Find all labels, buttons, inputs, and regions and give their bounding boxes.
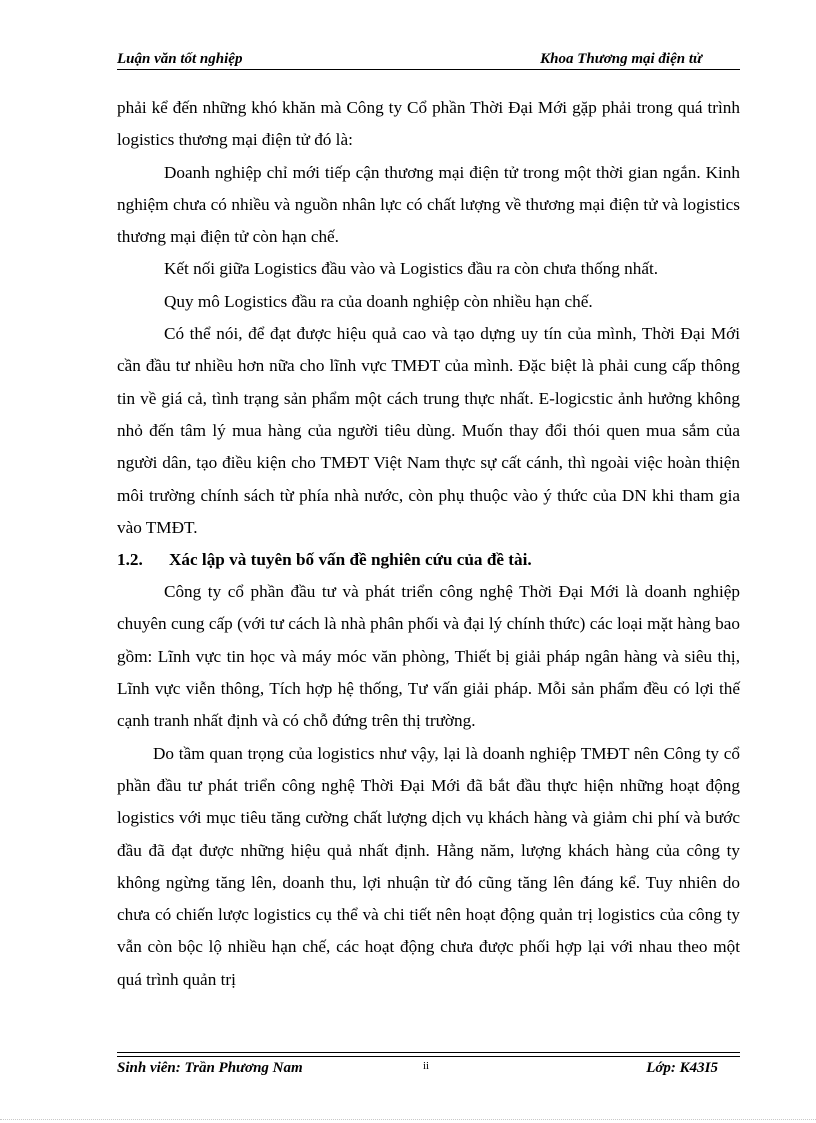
page-body: [117, 92, 740, 996]
section-title: Xác lập và tuyên bố vấn đề nghiên cứu của đề tài.: [169, 550, 532, 570]
footer-class-code: Lớp: K43I5: [646, 1060, 718, 1076]
section-number: 1.2.: [117, 550, 143, 570]
paragraph-difficulty-2: Kết nối giữa Logistics đầu vào và Logistics đầu ra còn chưa thống nhất.: [164, 259, 659, 279]
page-edge-divider: [0, 1119, 816, 1120]
page-number: ii: [423, 1060, 430, 1072]
paragraph-company-intro: Công ty cổ phần đầu tư và phát triển công nghệ Thời Đại Mới là doanh nghiệp chuyên cung cấp (với tư cách là nhà phân phối và đại lý chính thức) các loại mặt hàng bao gồm: Lĩnh vực tin học và máy móc văn phòng, Thiết bị giải pháp ngân hàng và siêu thị, Lĩnh vực viễn thông, Tích hợp hệ thống, Tư vấn giải pháp. Mỗi sản phẩm đều có lợi thế cạnh tranh nhất định và có chỗ đứng trên thị trường.: [117, 582, 740, 731]
paragraph-conclusion: Có thể nói, để đạt được hiệu quả cao và tạo dựng uy tín của mình, Thời Đại Mới cần đầu tư nhiều hơn nữa cho lĩnh vực TMĐT của mình. Đặc biệt là phải cung cấp thông tin về giá cả, tình trạng sản phẩm một cách trung thực nhất. E-logicstic ảnh hưởng không nhỏ đến tâm lý mua hàng của người tiêu dùng. Muốn thay đổi thói quen mua sắm của người dân, tạo điều kiện cho TMĐT Việt Nam thực sự cất cánh, thì ngoài việc hoàn thiện môi trường chính sách từ phía nhà nước, còn phụ thuộc vào ý thức của DN khi tham gia vào TMĐT.: [117, 324, 740, 537]
paragraph-logistics-problem: Do tầm quan trọng của logistics như vậy, lại là doanh nghiệp TMĐT nên Công ty cổ phần đầu tư phát triển công nghệ Thời Đại Mới đã bắt đầu thực hiện những hoạt động logistics với mục tiêu tăng cường chất lượng dịch vụ khách hàng và giảm chi phí và bước đầu đã đạt được những hiệu quả nhất định. Hằng năm, lượng khách hàng của công ty không ngừng tăng lên, doanh thu, lợi nhuận từ đó cũng tăng lên đáng kể. Tuy nhiên do chưa có chiến lược logistics cụ thể và chi tiết nên hoạt động quản trị logistics của công ty vẫn còn bộc lộ nhiều hạn chế, các hoạt động chưa được phối hợp lại với nhau theo một quá trình quản trị: [117, 743, 740, 989]
paragraph-continuation: phải kể đến những khó khăn mà Công ty Cổ phần Thời Đại Mới gặp phải trong quá trình logistics thương mại điện tử đó là:: [117, 98, 740, 150]
header-rule: [117, 69, 740, 70]
paragraph-difficulty-1: Doanh nghiệp chỉ mới tiếp cận thương mại điện tử trong một thời gian ngắn. Kinh nghiệm chưa có nhiều và nguồn nhân lực có chất lượng về thương mại điện tử và logistics thương mại điện tử còn hạn chế.: [117, 162, 740, 247]
footer-rule-top: [117, 1052, 740, 1053]
footer-rule-bottom: [117, 1056, 740, 1057]
header-thesis-label: Luận văn tốt nghiệp: [117, 51, 243, 67]
paragraph-difficulty-3: Quy mô Logistics đầu ra của doanh nghiệp còn nhiều hạn chế.: [164, 291, 593, 311]
section-heading: [117, 544, 740, 576]
page-footer: [117, 1052, 740, 1082]
page-header: [117, 48, 740, 70]
header-faculty-label: Khoa Thương mại điện tử: [540, 51, 702, 67]
footer-student-name: Sinh viên: Trần Phương Nam: [117, 1060, 303, 1076]
